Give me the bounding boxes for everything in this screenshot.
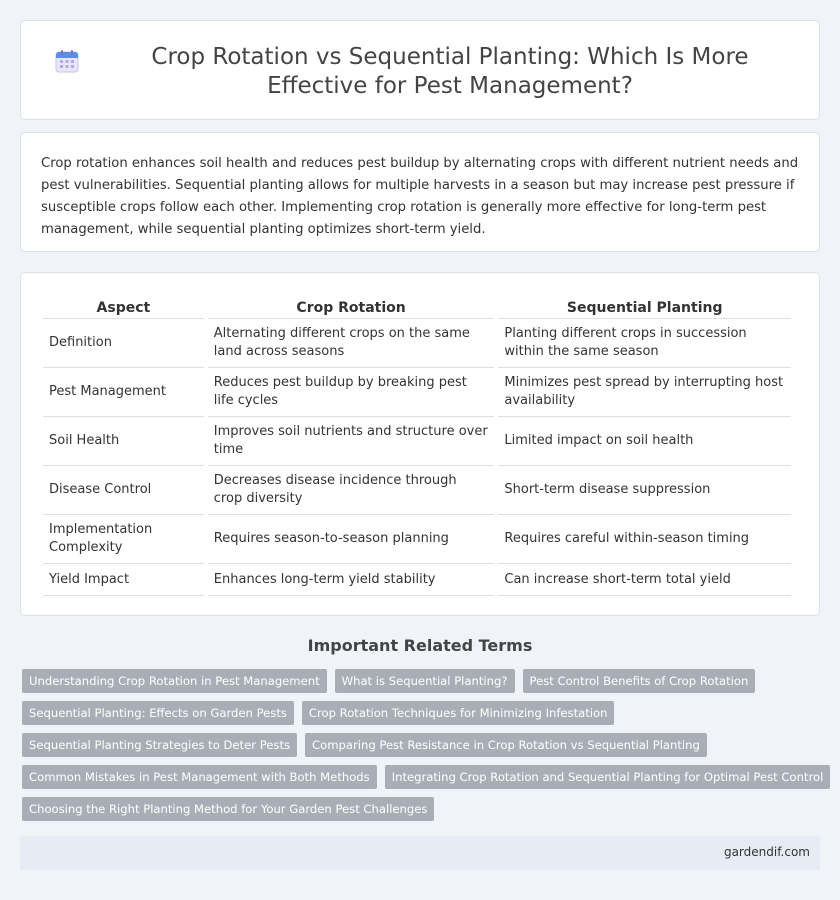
- related-term-tag[interactable]: Comparing Pest Resistance in Crop Rotation vs Sequential Planting: [305, 733, 707, 757]
- table-row: [43, 319, 791, 368]
- comparison-table: [39, 293, 795, 596]
- related-term-tag[interactable]: Integrating Crop Rotation and Sequential Planting for Optimal Pest Control: [385, 765, 831, 789]
- cell-aspect: Pest Management: [43, 368, 204, 417]
- cell-crop-rotation: Enhances long-term yield stability: [208, 564, 495, 596]
- related-term-tag[interactable]: Pest Control Benefits of Crop Rotation: [523, 669, 756, 693]
- header-aspect: Aspect: [43, 293, 204, 319]
- comparison-table-card: [20, 272, 820, 616]
- page-title: Crop Rotation vs Sequential Planting: Which Is More Effective for Pest Management?: [151, 44, 749, 99]
- tag-row: [22, 765, 824, 797]
- cell-sequential-planting: Can increase short-term total yield: [498, 564, 791, 596]
- cell-sequential-planting: Planting different crops in succession within the same season: [498, 319, 791, 368]
- related-terms-heading: Important Related Terms: [307, 636, 533, 655]
- cell-sequential-planting: Minimizes pest spread by interrupting host availability: [498, 368, 791, 417]
- related-terms-list: [22, 669, 824, 829]
- related-term-tag[interactable]: What is Sequential Planting?: [335, 669, 515, 693]
- tag-row: [22, 669, 802, 701]
- cell-crop-rotation: Requires season-to-season planning: [208, 515, 495, 564]
- footer: [20, 836, 820, 870]
- table-row: [43, 368, 791, 417]
- cell-crop-rotation: Reduces pest buildup by breaking pest life cycles: [208, 368, 495, 417]
- related-term-tag[interactable]: Choosing the Right Planting Method for Your Garden Pest Challenges: [22, 797, 434, 821]
- cell-crop-rotation: Improves soil nutrients and structure over time: [208, 417, 495, 466]
- tag-row: [22, 733, 802, 765]
- cell-aspect: Definition: [43, 319, 204, 368]
- table-row: [43, 515, 791, 564]
- tag-row: [22, 797, 802, 829]
- cell-sequential-planting: Requires careful within-season timing: [498, 515, 791, 564]
- cell-crop-rotation: Alternating different crops on the same land across seasons: [208, 319, 495, 368]
- related-term-tag[interactable]: Understanding Crop Rotation in Pest Management: [22, 669, 327, 693]
- footer-site-name: gardendif.com: [723, 845, 810, 859]
- related-term-tag[interactable]: Sequential Planting Strategies to Deter Pests: [22, 733, 297, 757]
- summary-card: [20, 132, 820, 252]
- table-row: [43, 417, 791, 466]
- title-card: [20, 20, 820, 120]
- related-term-tag[interactable]: Sequential Planting: Effects on Garden Pests: [22, 701, 294, 725]
- related-term-tag[interactable]: Common Mistakes in Pest Management with Both Methods: [22, 765, 377, 789]
- cell-aspect: Implementation Complexity: [43, 515, 204, 564]
- related-term-tag[interactable]: Crop Rotation Techniques for Minimizing Infestation: [302, 701, 615, 725]
- cell-aspect: Yield Impact: [43, 564, 204, 596]
- table-row: [43, 564, 791, 596]
- table-row: [43, 466, 791, 515]
- cell-sequential-planting: Short-term disease suppression: [498, 466, 791, 515]
- header-crop-rotation: Crop Rotation: [208, 293, 495, 319]
- summary-text: Crop rotation enhances soil health and reduces pest buildup by alternating crops with different nutrient needs and pest vulnerabilities. Sequential planting allows for multiple harvests in a season but may increase pest pressure if susceptible crops follow each other. Implementing crop rotation is generally more effective for long-term pest management, while sequential planting optimizes short-term yield.: [41, 156, 799, 237]
- tag-row: [22, 701, 802, 733]
- calendar-icon: [55, 49, 79, 73]
- cell-aspect: Soil Health: [43, 417, 204, 466]
- header-sequential-planting: Sequential Planting: [498, 293, 791, 319]
- table-header-row: [43, 293, 791, 319]
- cell-aspect: Disease Control: [43, 466, 204, 515]
- cell-crop-rotation: Decreases disease incidence through crop diversity: [208, 466, 495, 515]
- cell-sequential-planting: Limited impact on soil health: [498, 417, 791, 466]
